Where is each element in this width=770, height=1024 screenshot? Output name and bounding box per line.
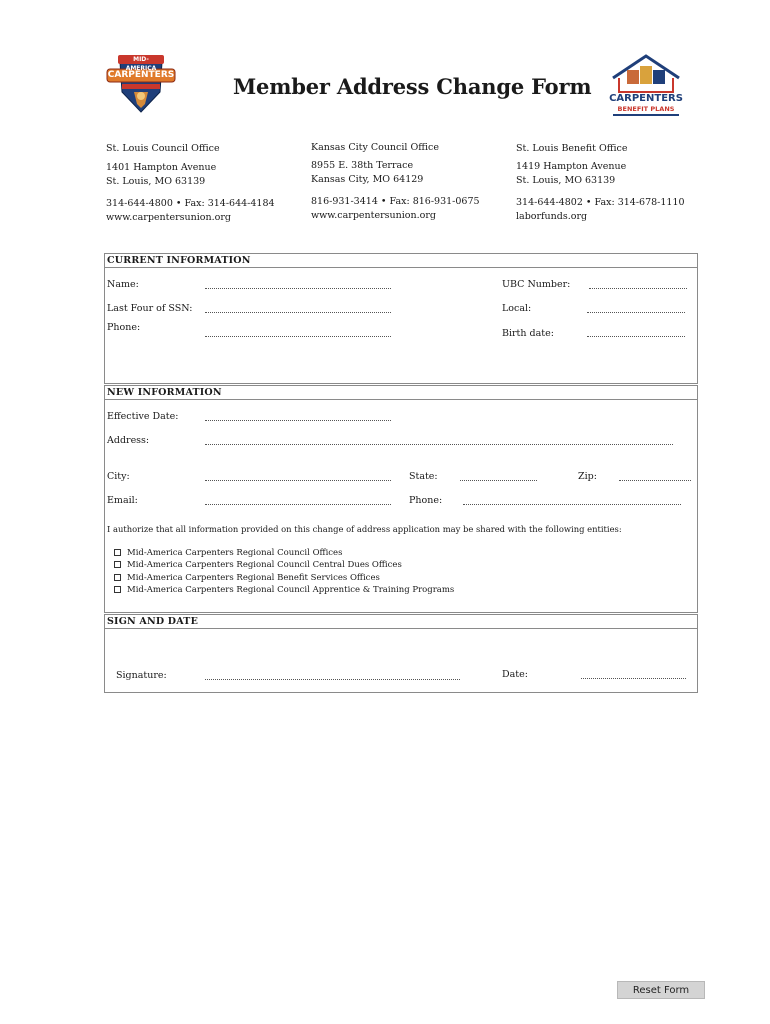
local-field[interactable] (587, 312, 685, 313)
checkbox[interactable] (114, 586, 121, 593)
entity-label: Mid-America Carpenters Regional Council Offices (127, 548, 343, 558)
ssn-field[interactable] (205, 312, 391, 313)
city-label: City: (107, 471, 130, 482)
page-title: Member Address Change Form (233, 74, 592, 99)
state-label: State: (409, 471, 438, 482)
signature-label: Signature: (116, 670, 167, 681)
state-field[interactable] (460, 480, 537, 481)
effective-date-label: Effective Date: (107, 411, 179, 422)
office-web: www.carpentersunion.org (311, 210, 436, 221)
signature-field[interactable] (205, 679, 460, 680)
office-address2: Kansas City, MO 64129 (311, 174, 424, 185)
office-web: www.carpentersunion.org (106, 212, 231, 223)
entity-label: Mid-America Carpenters Regional Benefit Services Offices (127, 572, 380, 583)
phone-field[interactable] (205, 336, 391, 337)
ssn-label: Last Four of SSN: (107, 303, 193, 314)
reset-form-button[interactable]: Reset Form (617, 981, 705, 999)
email-label: Email: (107, 495, 138, 506)
office-web: laborfunds.org (516, 211, 588, 222)
date-field[interactable] (581, 678, 686, 679)
new-phone-field[interactable] (463, 504, 681, 505)
address-label: Address: (107, 435, 150, 446)
entity-label: Mid-America Carpenters Regional Council Apprentice & Training Programs (127, 584, 455, 595)
office-name: St. Louis Benefit Office (516, 143, 628, 154)
office-address2: St. Louis, MO 63139 (516, 175, 616, 186)
date-label: Date: (502, 669, 528, 680)
office-address1: 1419 Hampton Avenue (516, 161, 627, 172)
office-st-louis-benefit (516, 142, 685, 223)
office-phone: 314-644-4802 • Fax: 314-678-1110 (516, 197, 685, 208)
name-field[interactable] (205, 288, 391, 289)
entity-list (114, 547, 454, 596)
office-address1: 8955 E. 38th Terrace (311, 160, 414, 171)
office-phone: 314-644-4800 • Fax: 314-644-4184 (106, 198, 275, 209)
ubc-number-label: UBC Number: (502, 279, 571, 290)
list-item (114, 547, 454, 559)
city-field[interactable] (205, 480, 391, 481)
office-address2: St. Louis, MO 63139 (106, 176, 206, 187)
checkbox[interactable] (114, 561, 121, 568)
email-field[interactable] (205, 504, 391, 505)
logo-left-top-text: MID-AMERICA (125, 56, 157, 72)
birth-date-label: Birth date: (502, 328, 554, 339)
new-phone-label: Phone: (409, 495, 443, 506)
zip-field[interactable] (619, 480, 691, 481)
office-name: St. Louis Council Office (106, 143, 220, 154)
logo-right-text: CARPENTERS (609, 93, 683, 104)
list-item (114, 559, 454, 571)
checkbox[interactable] (114, 574, 121, 581)
list-item (114, 572, 454, 584)
office-kansas-city-council (311, 141, 480, 222)
section-heading: SIGN AND DATE (105, 615, 697, 629)
ubc-number-field[interactable] (589, 288, 687, 289)
section-heading: NEW INFORMATION (105, 386, 697, 400)
office-st-louis-council (106, 142, 275, 224)
logo-left-text: CARPENTERS (107, 70, 175, 80)
carpenters-benefit-plans-logo (605, 52, 687, 120)
mid-america-carpenters-logo (104, 52, 178, 114)
sign-and-date-section (104, 614, 698, 693)
name-label: Name: (107, 279, 139, 290)
effective-date-field[interactable] (205, 420, 391, 421)
list-item (114, 584, 454, 596)
authorization-text: I authorize that all information provided on this change of address application may be shared with the following entities: (107, 524, 622, 534)
office-name: Kansas City Council Office (311, 142, 439, 153)
section-heading: CURRENT INFORMATION (105, 254, 697, 268)
entity-label: Mid-America Carpenters Regional Council Central Dues Offices (127, 560, 402, 571)
phone-label: Phone: (107, 322, 141, 333)
local-label: Local: (502, 303, 532, 314)
office-address1: 1401 Hampton Avenue (106, 162, 217, 173)
office-phone: 816-931-3414 • Fax: 816-931-0675 (311, 196, 480, 207)
current-information-section (104, 253, 698, 384)
logo-right-sub: BENEFIT PLANS (617, 105, 675, 113)
zip-label: Zip: (578, 471, 597, 482)
birth-date-field[interactable] (587, 336, 685, 337)
checkbox[interactable] (114, 549, 121, 556)
address-field[interactable] (205, 444, 673, 445)
